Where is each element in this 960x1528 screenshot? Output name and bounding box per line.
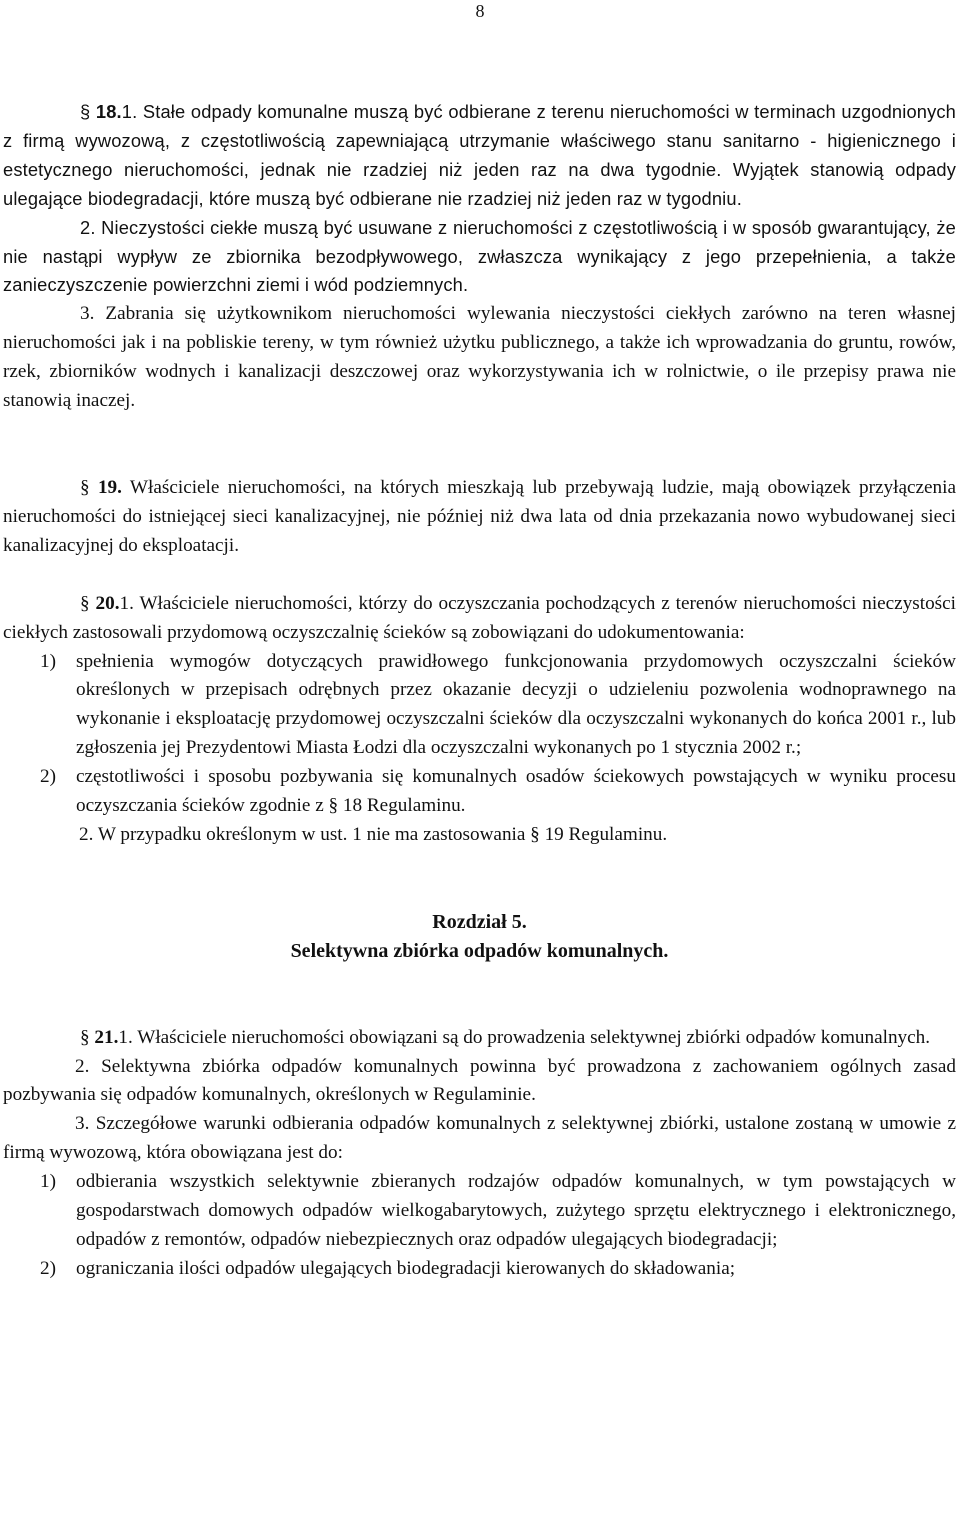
list-item [3, 1168, 956, 1255]
para-text: W przypadku określonym w ust. 1 nie ma zastosowania § 19 Regulaminu. [97, 823, 668, 845]
list-item [3, 763, 956, 821]
section-sign: § [80, 476, 98, 498]
section-19-para [3, 474, 956, 561]
para-text: Szczegółowe warunki odbierania odpadów komunalnych z selektywnej zbiórki, ustalone zostaną w umowie z firmą wywozową, która obowiązana jest do: [3, 1113, 956, 1164]
para-number: 2. [80, 216, 96, 238]
para-number: 1. [119, 592, 134, 614]
para-number: 1. [121, 101, 138, 122]
section-sign: § [80, 1026, 95, 1048]
section-19-number: 19. [97, 476, 122, 498]
para-number: 3. [80, 303, 95, 325]
section-20-para-1 [3, 590, 956, 648]
section-20-number: 20. [95, 592, 120, 614]
section-21-number: 21. [94, 1026, 119, 1048]
chapter-subtitle: Selektywna zbiórka odpadów komunalnych. [290, 939, 669, 962]
para-text: Selektywna zbiórka odpadów komunalnych powinna być prowadzona z zachowaniem ogólnych zasad pozbywania się odpadów komunalnych, określonych w Regulaminie. [3, 1055, 956, 1106]
section-18-number: 18. [95, 101, 122, 122]
section-21-para-1 [3, 1024, 956, 1053]
para-text: Właściciele nieruchomości obowiązani są do prowadzenia selektywnej zbiórki odpadów komunalnych. [137, 1026, 931, 1048]
para-text: Zabrania się użytkownikom nieruchomości wylewania nieczystości ciekłych zarówno na teren własnej nieruchomości jak i na pobliskie tereny, w tym również użytku publicznego, a także ich wprowadzania do gruntu, rowów, rzek, zbiorników wodnych i kanalizacji deszczowej oraz wykorzystywania ich w rolnictwie, o ile przepisy prawa nie stanowią inaczej. [3, 303, 957, 412]
para-number: 2. [79, 823, 94, 845]
list-item [3, 1255, 956, 1284]
para-text: Właściciele nieruchomości, na których mieszkają lub przebywają ludzie, mają obowiązek przyłączenia nieruchomości do istniejącej sieci kanalizacyjnej, nie później niż dwa lata od dnia przekazania nowo wybudowanej sieci kanalizacyjnej do eksploatacji. [3, 476, 956, 556]
page-number: 8 [475, 1, 485, 21]
list-number: 2) [40, 766, 56, 788]
para-text-b: Wyjątek stanowią odpady ulegające biodegradacji, które muszą być odbierane nie rzadziej niż jeden raz w tygodniu. [3, 158, 956, 209]
para-number: 3. [75, 1113, 90, 1135]
section-18-para-3 [3, 300, 956, 416]
list-number: 1) [40, 650, 56, 672]
list-text: spełnienia wymogów dotyczących prawidłowego funkcjonowania przydomowych oczyszczalni ścieków określonych w przepisach odrębnych przez okazanie decyzji o udzieleniu pozwolenia wodnoprawnego na wykonanie i eksploatację przydomowej oczyszczalni ścieków dla oczyszczalni wykonanych do końca 2001 r., lub zgłoszenia jej Prezydentowi Miasta Łodzi dla oczyszczalni wykonanych po 1 stycznia 2002 r.; [76, 650, 956, 759]
chapter-title: Rozdział 5. [432, 910, 527, 933]
section-20-para-2 [3, 821, 956, 850]
document-body [3, 98, 956, 1284]
list-number: 1) [40, 1171, 56, 1193]
section-sign: § [80, 592, 96, 614]
section-21-para-2 [3, 1053, 956, 1111]
para-text: Nieczystości ciekłe muszą być usuwane z nieruchomości z częstotliwością i w sposób gwarantujący, że nie nastąpi wypływ ze zbiornika bezodpływowego, zwłaszcza wynikający z jego przepełnienia, a także zanieczyszczenie powierzchni ziemi i wód podziemnych. [3, 216, 956, 296]
para-number: 1. [118, 1026, 133, 1048]
list-text: odbierania wszystkich selektywnie zbieranych rodzajów odpadów komunalnych, w tym powstających w gospodarstwach domowych odpadów wielkogabarytowych, zużytego sprzętu elektrycznego i elektronicznego, odpadów z remontów, odpadów niebezpiecznych oraz odpadów ulegających biodegradacji; [76, 1171, 956, 1250]
section-18-para-2 [3, 214, 956, 301]
para-text: Właściciele nieruchomości, którzy do oczyszczania pochodzących z terenów nieruchomości nieczystości ciekłych zastosowali przydomową oczyszczalnię ścieków są zobowiązani do udokumentowania: [3, 592, 956, 643]
section-18-para-1 [3, 98, 956, 214]
list-text: ograniczania ilości odpadów ulegających biodegradacji kierowanych do składowania; [76, 1257, 736, 1279]
para-number: 2. [75, 1055, 90, 1077]
list-text: częstotliwości i sposobu pozbywania się komunalnych osadów ściekowych powstających w wyniku procesu oczyszczania ścieków zgodnie z § 18 Regulaminu. [76, 766, 956, 817]
list-number: 2) [40, 1257, 56, 1279]
section-21-para-3 [3, 1110, 956, 1168]
list-item [3, 648, 956, 764]
para-text: Stałe odpady komunalne muszą być odbierane z terenu nieruchomości w terminach uzgodnionych z firmą wywozową, z częstotliwością zapewniającą utrzymanie właściwego stanu sanitarno - higienicznego i estetycznego nieruchomości, jednak nie rzadziej niż jeden raz na dwa tygodnie. [3, 101, 956, 180]
section-sign: § [80, 101, 96, 122]
